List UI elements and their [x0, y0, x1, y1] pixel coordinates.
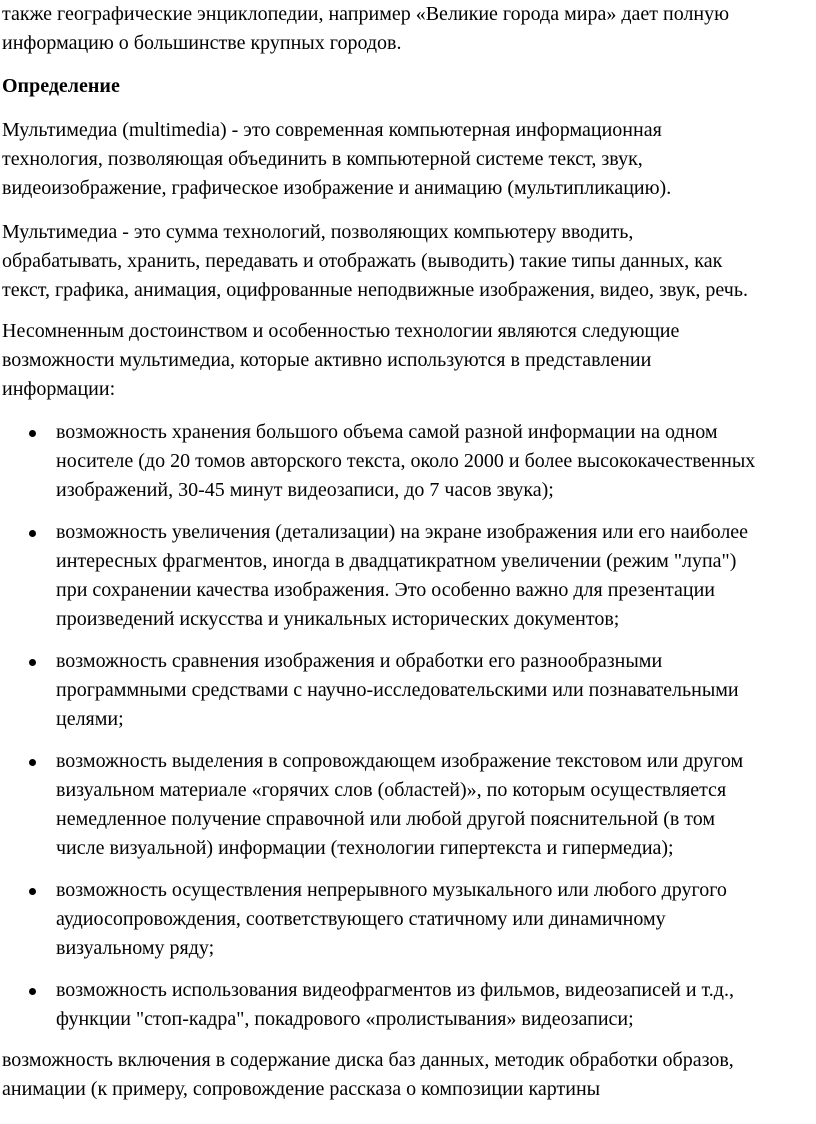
- bullet-icon: [29, 888, 36, 895]
- bullet-icon: [29, 430, 36, 437]
- text-line: программными средствами с научно-исследовательскими или познавательными: [56, 679, 739, 701]
- text-line: возможность осуществления непрерывного музыкального или любого другого: [56, 879, 727, 901]
- text-line: Мультимедиа - это сумма технологий, позволяющих компьютеру вводить,: [2, 221, 634, 243]
- bullet-icon: [29, 659, 36, 666]
- bullet-icon: [29, 530, 36, 537]
- text-line: возможность увеличения (детализации) на экране изображения или его наиболее: [56, 521, 749, 543]
- intro-paragraph: [2, 0, 814, 58]
- text-line: информации:: [2, 378, 116, 400]
- text-line: текст, графика, анимация, оцифрованные неподвижные изображения, видео, звук, речь.: [2, 279, 748, 301]
- text-line: интересных фрагментов, иногда в двадцатикратном увеличении (режим "лупа"): [56, 550, 737, 572]
- text-line: визуальному ряду;: [56, 937, 215, 959]
- text-line: немедленное получение справочной или любой другой пояснительной (в том: [56, 808, 716, 830]
- text-line: числе визуальной) информации (технологии гипертекста и гипермедиа);: [56, 837, 674, 859]
- text-line: при сохранении качества изображения. Это особенно важно для презентации: [56, 579, 715, 601]
- bullet-icon: [29, 759, 36, 766]
- text-line: обрабатывать, хранить, передавать и отображать (выводить) такие типы данных, как: [2, 250, 723, 272]
- text-line: видеоизображение, графическое изображение и анимацию (мультипликацию).: [2, 177, 672, 199]
- text-line: произведений искусства и уникальных исторических документов;: [56, 608, 620, 630]
- text-line: информацию о большинстве крупных городов.: [2, 32, 402, 54]
- text-line: возможность хранения большого объема самой разной информации на одном: [56, 421, 718, 443]
- text-line: возможность использования видеофрагментов из фильмов, видеозаписей и т.д.,: [56, 979, 734, 1001]
- text-line: носителе (до 20 томов авторского текста, около 2000 и более высококачественных: [56, 450, 756, 472]
- definition-paragraph-1: [2, 116, 814, 203]
- text-line: функции "стоп-кадра", покадрового «пролистывания» видеозаписи;: [56, 1008, 634, 1030]
- closing-paragraph: [2, 1046, 814, 1104]
- text-line: возможность сравнения изображения и обработки его разнообразными: [56, 650, 663, 672]
- text-line: возможности мультимедиа, которые активно используются в представлении: [2, 349, 652, 371]
- definition-paragraph-2: [2, 218, 814, 305]
- text-line: Мультимедиа (multimedia) - это современная компьютерная информационная: [2, 119, 662, 141]
- text-line: возможность выделения в сопровождающем изображение текстовом или другом: [56, 750, 744, 772]
- text-line: визуальном материале «горячих слов (областей)», по которым осуществляется: [56, 779, 727, 801]
- text-line: технология, позволяющая объединить в компьютерной системе текст, звук,: [2, 148, 643, 170]
- advantages-intro-paragraph: [2, 317, 814, 404]
- bullet-icon: [29, 988, 36, 995]
- text-line: возможность включения в содержание диска баз данных, методик обработки образов,: [2, 1049, 734, 1071]
- text-line: целями;: [56, 708, 124, 730]
- text-line: изображений, 30-45 минут видеозаписи, до 7 часов звука);: [56, 479, 554, 501]
- text-line: также географические энциклопедии, например «Великие города мира» дает полную: [2, 3, 730, 25]
- section-heading: Определение: [2, 75, 120, 97]
- text-line: аудиосопровождения, соответствующего статичному или динамичному: [56, 908, 666, 930]
- text-line: анимации (к примеру, сопровождение рассказа о композиции картины: [2, 1078, 601, 1100]
- text-line: Несомненным достоинством и особенностью технологии являются следующие: [2, 320, 680, 342]
